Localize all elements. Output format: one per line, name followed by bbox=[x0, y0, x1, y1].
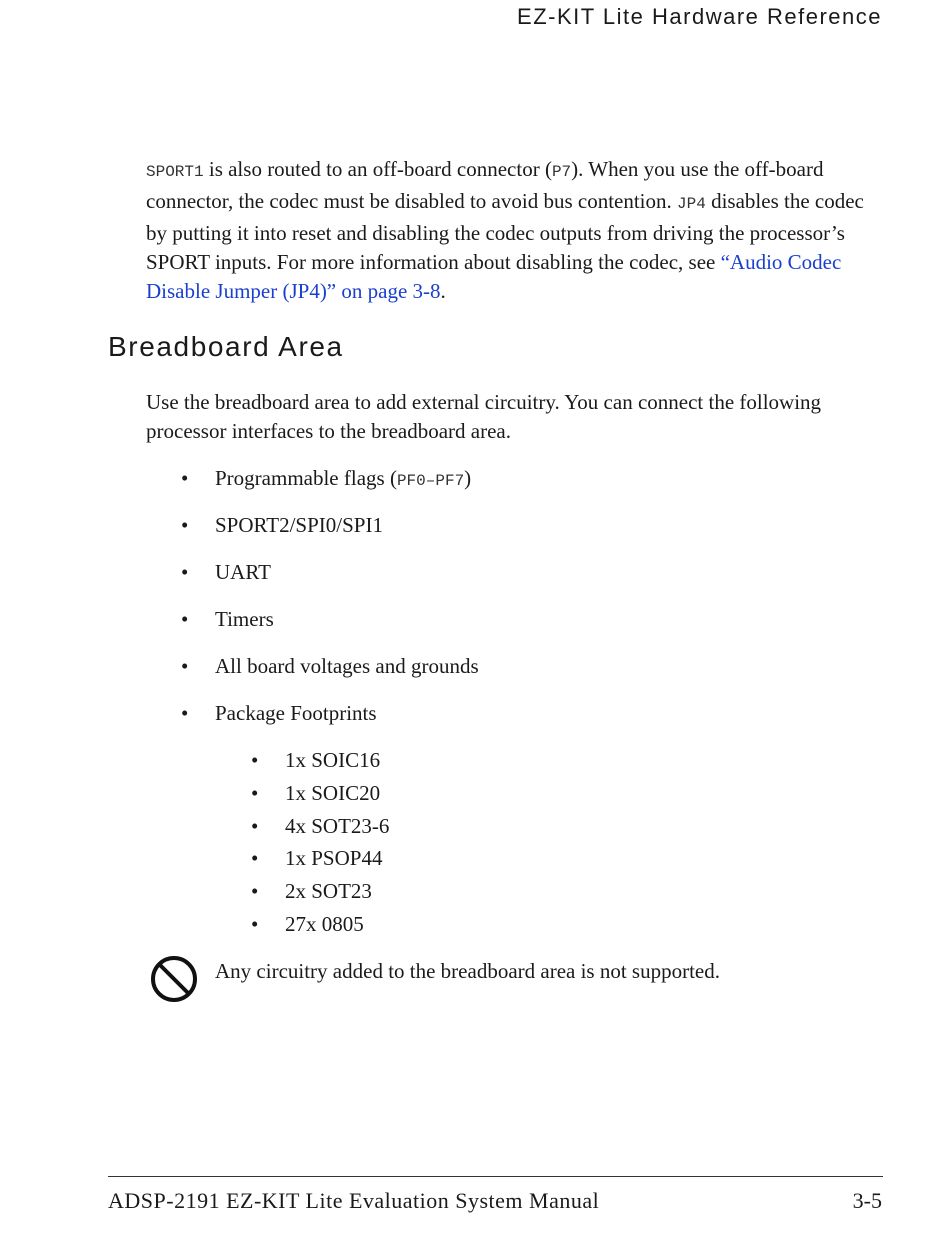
sub-list-item-text: 4x SOT23-6 bbox=[285, 814, 390, 838]
list-item bbox=[181, 699, 377, 728]
intro-text-4: . bbox=[440, 279, 446, 303]
bullet-glyph: • bbox=[251, 912, 259, 936]
section-heading: Breadboard Area bbox=[108, 331, 344, 362]
sub-list-item bbox=[251, 746, 381, 775]
sub-list-item-text: 1x SOIC20 bbox=[285, 781, 381, 805]
bullet-glyph: • bbox=[251, 781, 259, 805]
section-paragraph: Use the breadboard area to add external circuitry. You can connect the following processor interfaces to the breadboard area. bbox=[146, 390, 822, 443]
bullet-glyph: • bbox=[181, 513, 189, 537]
sub-list-item-text: 2x SOT23 bbox=[285, 879, 372, 903]
bullet-glyph: • bbox=[251, 879, 259, 903]
code-p7: P7 bbox=[551, 163, 572, 181]
sub-list-item-text: 1x PSOP44 bbox=[285, 846, 383, 870]
code-pf-range: PF0–PF7 bbox=[396, 472, 465, 490]
list-item-text: Package Footprints bbox=[215, 701, 377, 725]
list-item bbox=[181, 605, 274, 634]
sub-list-item-text: 27x 0805 bbox=[285, 912, 364, 936]
list-item-text: All board voltages and grounds bbox=[215, 654, 479, 678]
bullet-glyph: • bbox=[181, 466, 189, 490]
intro-text-2: ). When you use the off-board connector, the codec must be disabled to avoid bus contention. bbox=[146, 157, 824, 213]
list-item-text: SPORT2/SPI0/SPI1 bbox=[215, 513, 383, 537]
list-item-text: UART bbox=[215, 560, 271, 584]
bullet-glyph: • bbox=[181, 701, 189, 725]
caution-note: Any circuitry added to the breadboard area is not supported. bbox=[215, 959, 720, 983]
sub-list-item bbox=[251, 779, 381, 808]
intro-text-1: is also routed to an off-board connector ( bbox=[203, 157, 552, 181]
footer-rule bbox=[108, 1176, 883, 1177]
no-entry-icon bbox=[150, 955, 198, 1003]
sub-list-item bbox=[251, 877, 372, 906]
sub-list-item bbox=[251, 910, 364, 939]
sub-list-item bbox=[251, 812, 390, 841]
footer-manual-title: ADSP-2191 EZ-KIT Lite Evaluation System Manual bbox=[108, 1188, 600, 1213]
bullet-glyph: • bbox=[181, 607, 189, 631]
footer-page-number: 3-5 bbox=[852, 1188, 882, 1213]
list-item bbox=[181, 652, 479, 681]
list-item bbox=[181, 558, 271, 587]
sub-list-item bbox=[251, 844, 383, 873]
code-jp4: JP4 bbox=[677, 195, 706, 213]
intro-paragraph bbox=[146, 155, 886, 306]
intro-text-3: disables the codec by putting it into reset and disabling the codec outputs from driving the processor’s SPORT inputs. For more information about disabling the codec, see bbox=[146, 189, 864, 274]
list-item-text: Timers bbox=[215, 607, 274, 631]
list-item-close: ) bbox=[464, 466, 472, 490]
list-item bbox=[181, 511, 383, 540]
cross-reference-link[interactable]: “Audio Codec Disable Jumper (JP4)” on page 3-8 bbox=[146, 250, 842, 303]
bullet-glyph: • bbox=[181, 654, 189, 678]
list-item bbox=[181, 464, 472, 496]
bullet-glyph: • bbox=[251, 814, 259, 838]
code-sport1: SPORT1 bbox=[146, 163, 204, 181]
bullet-glyph: • bbox=[251, 748, 259, 772]
bullet-glyph: • bbox=[251, 846, 259, 870]
running-header: EZ-KIT Lite Hardware Reference bbox=[517, 4, 882, 29]
sub-list-item-text: 1x SOIC16 bbox=[285, 748, 381, 772]
bullet-glyph: • bbox=[181, 560, 189, 584]
list-item-text: Programmable flags ( bbox=[215, 466, 397, 490]
